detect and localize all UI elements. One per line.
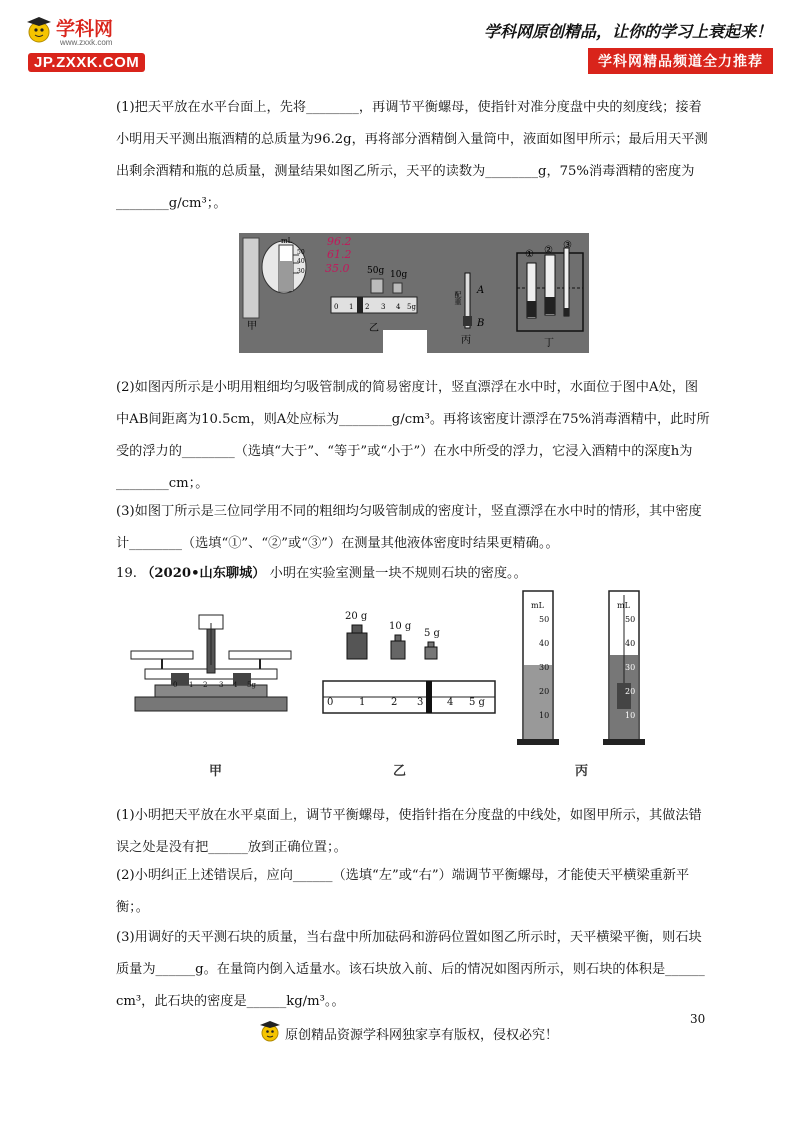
q19-source: （2020•山东聊城）: [141, 566, 266, 581]
q19-part3: [116, 922, 710, 1018]
fig19-balance-tick-3: 3: [219, 681, 224, 689]
photo-circled-1: ①: [525, 249, 534, 260]
balance-drawing: [131, 615, 291, 711]
photo-handwriting-3: 35.0: [325, 262, 350, 275]
q19-part2: [116, 860, 710, 924]
photo-point-a: A: [477, 285, 485, 296]
fig19-cyl2-tick-50: 50: [625, 615, 636, 624]
q18-part3: [116, 496, 710, 560]
photo-handwriting-2: 61.2: [327, 248, 352, 261]
fig19-cyl1-unit: mL: [531, 601, 544, 610]
photo-weight-10g: 10g: [390, 270, 408, 280]
photo-label-bing: 丙: [461, 335, 471, 346]
fig19-cyl2-tick-20: 20: [625, 687, 636, 696]
fig19-scale-1: 1: [359, 697, 366, 708]
footer-copyright: 原创精品资源学科网独家享有版权，侵权必究！: [285, 1028, 559, 1043]
fig19-balance-tick-0: 0: [173, 681, 178, 689]
photo-handwriting-1: 96.2: [327, 235, 352, 248]
fig19-cyl2-unit: mL: [617, 601, 630, 610]
header: [0, 0, 800, 80]
fig19-balance-tick-4: 4: [233, 681, 238, 689]
fig19-weight-5g: 5 g: [424, 628, 440, 639]
fig19-scale-4: 4: [447, 697, 454, 708]
fig19-cyl1-tick-10: 10: [539, 711, 550, 720]
photo-side-text: 配重: [454, 291, 462, 305]
fig19-caption-bing: 丙: [575, 763, 589, 778]
fig19-scale-3: 3: [417, 697, 424, 708]
photo-scale-0: 0: [334, 303, 339, 311]
q19-number: 19.: [116, 566, 137, 581]
photo-circled-2: ②: [544, 245, 553, 256]
header-slogan: 学科网原创精品，让你的学习上衰起来！: [484, 22, 773, 41]
q19-part3-text: (3)用调好的天平测石块的质量，当右盘中所加砝码和游码位置如图乙所示时，天平横梁平衡，则石块质量为______g。在量筒内倒入适量水。该石块放入前、后的情况如图丙所示，则石块的体积是______ cm³，此石块的密度是______kg/m³。。: [116, 930, 705, 1009]
photo-cyl-tick-30: 30: [297, 268, 305, 275]
photo-scale-5g: 5g: [407, 303, 416, 311]
fig19-cyl1-tick-30: 30: [539, 663, 550, 672]
photo-scale-4: 4: [396, 303, 401, 311]
logo-name: 学科网: [56, 19, 114, 40]
fig19-cyl2-tick-40: 40: [625, 639, 636, 648]
fig19-balance-tick-1: 1: [189, 681, 194, 689]
photo-scale-3: 3: [381, 303, 386, 311]
photo-point-b: B: [477, 318, 485, 329]
header-banner: 学科网精品频道全力推荐: [588, 48, 773, 74]
q18-part2: [116, 372, 710, 500]
photo-label-jia: 甲: [247, 321, 257, 332]
fig19-weight-20g: 20 g: [345, 611, 368, 622]
photo-scale-2: 2: [365, 303, 370, 311]
photo-label-yi: 乙: [369, 323, 379, 334]
fig19-cyl1-tick-50: 50: [539, 615, 550, 624]
q18-part2-text: (2)如图丙所示是小明用粗细均匀吸管制成的简易密度计，竖直漂浮在水中时，水面位于图中A处，图中AB间距离为10.5cm，则A处应标为________g/cm³。再将该密度计漂浮在75%消毒酒精中，此时所受的浮力的________（选填“大于”、“等于”或“小于”）在水中所受的浮力，它浸入酒精中的深度h为________cm；。: [116, 380, 710, 491]
photo-scale-1: 1: [349, 303, 354, 311]
photo-white-patch: [383, 330, 427, 353]
q19-title-text: 小明在实验室测量一块不规则石块的密度。。: [269, 566, 527, 581]
logo-url: www.zxxk.com: [60, 38, 113, 47]
footer-mascot-icon: [258, 1018, 282, 1042]
photo-weight-50g: 50g: [367, 266, 385, 276]
photo-cyl-tick-50: 50: [297, 249, 305, 256]
fig19-caption-jia: 甲: [209, 763, 223, 778]
photo-circled-3: ③: [563, 240, 572, 251]
q19-part1: [116, 800, 710, 864]
fig19-cyl1-tick-20: 20: [539, 687, 550, 696]
fig19-balance-tick-2: 2: [203, 681, 208, 689]
q18-part1: [116, 92, 710, 220]
fig19-caption-yi: 乙: [393, 763, 407, 778]
photo-label-ding: 丁: [544, 338, 554, 349]
page-number: 30: [690, 1012, 706, 1026]
photo-cyl-unit: mL: [281, 237, 293, 245]
fig19-cyl2-tick-30: 30: [625, 663, 636, 672]
fig19-balance-tick-5g: 5g: [247, 681, 256, 689]
fig19-cyl1-tick-40: 40: [539, 639, 550, 648]
photo-cyl-tick-40: 40: [297, 258, 305, 265]
logo-mascot-icon: [24, 14, 54, 44]
fig19-weight-10g: 10 g: [389, 621, 412, 632]
fig19-cyl2-tick-10: 10: [625, 711, 636, 720]
fig19-scale-0: 0: [327, 697, 334, 708]
q19-part1-text: (1)小明把天平放在水平桌面上，调节平衡螺母，使指针指在分度盘的中线处，如图甲所示，其做法错误之处是没有把______放到正确位置；。: [116, 808, 702, 855]
q19-part2-text: (2)小明纠正上述错误后，应向______（选填“左”或“右”）端调节平衡螺母，才能使天平横梁重新平衡；。: [116, 868, 690, 915]
figure19-svg: [125, 585, 685, 785]
figure19: [125, 585, 685, 785]
fig19-scale-5g: 5 g: [469, 697, 485, 708]
q18-part1-text: (1)把天平放在水平台面上，先将________，再调节平衡螺母，使指针对准分度盘中央的刻度线；接着小明用天平测出瓶酒精的总质量为96.2g，再将部分酒精倒入量筒中，液面如图甲所示；最后用天平测出剩余酒精和瓶的总质量，测量结果如图乙所示，天平的读数为________g，75%消毒酒精的密度为________g/cm³；。: [116, 100, 708, 211]
q18-part3-text: (3)如图丁所示是三位同学用不同的粗细均匀吸管制成的密度计，竖直漂浮在水中时的情形，其中密度计________（选填“①”、“②”或“③”）在测量其他液体密度时结果更精确。。: [116, 504, 702, 551]
fig19-scale-2: 2: [391, 697, 398, 708]
q19-title: [116, 562, 527, 581]
logo-sub: JP.ZXXK.COM: [28, 53, 145, 72]
